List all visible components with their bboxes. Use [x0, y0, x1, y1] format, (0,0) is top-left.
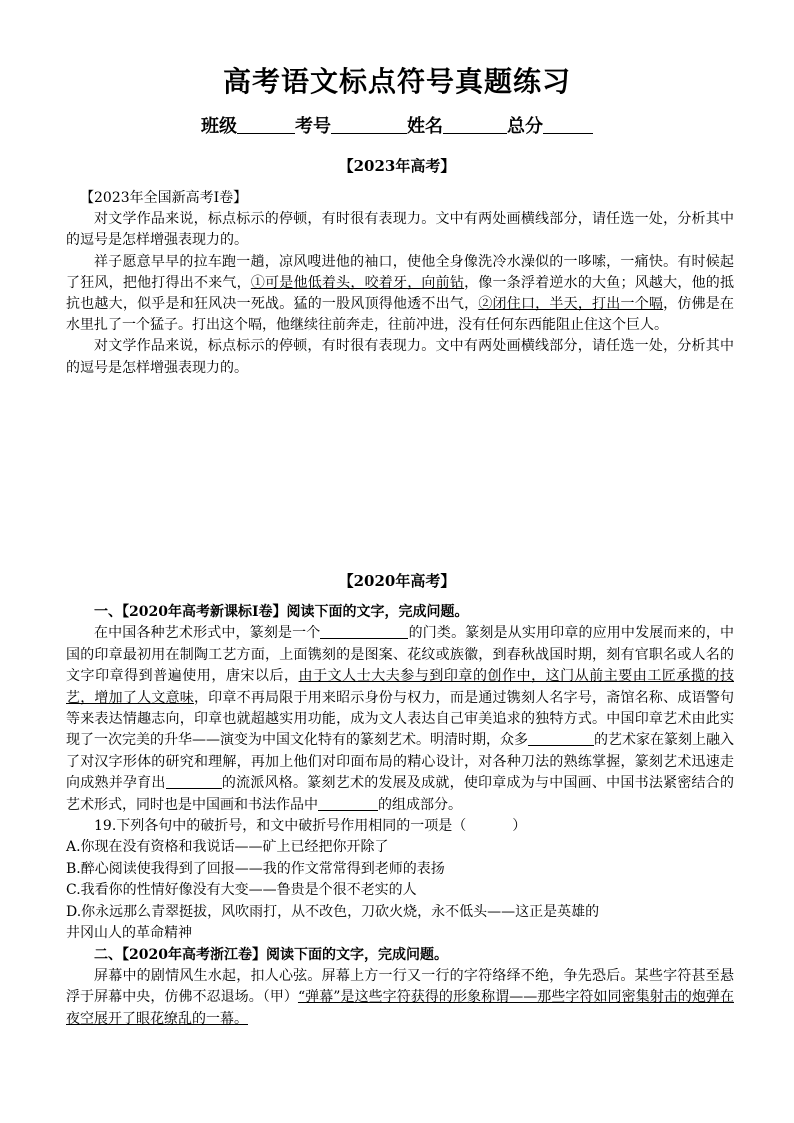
class-blank[interactable]: [237, 117, 295, 134]
underlined-part-2: ②闭住口，半天，打出一个嗝: [478, 296, 664, 313]
name-label: 姓名: [407, 116, 443, 137]
passage-2023: [66, 252, 734, 337]
class-label: 班级: [201, 116, 237, 137]
p1-part-a: 在中国各种艺术形式中，篆刻是一个: [94, 625, 321, 642]
question-2023: 对文学作品来说，标点标示的停顿，有时很有表现力。文中有两处画横线部分，请任选一处，分析其中的逗号是怎样增强表现力的。: [66, 211, 734, 249]
question-19: [66, 816, 734, 837]
source-2023: 【2023年全国新高考Ⅰ卷】: [80, 190, 248, 206]
q19-stem: 19.下列各句中的破折号，和文中破折号作用相同的一项是（: [94, 818, 467, 835]
page-title: 高考语文标点符号真题练习: [222, 65, 571, 98]
p1-part-f: 的组成部分。: [378, 796, 462, 813]
blank-2[interactable]: [528, 731, 594, 746]
option-a[interactable]: A.你现在没有资格和我说话——矿上已经把你开除了: [66, 839, 389, 856]
p1-part-e: 的流派风格。篆刻艺术的发展及成就，使印章成为与中国画、中国书法紧密结合的艺术形式，同时也是中国画和书法作品中: [66, 775, 735, 813]
section-heading-2023: 【2023年高考】: [338, 157, 456, 175]
blank-1[interactable]: [320, 624, 408, 639]
name-blank[interactable]: [443, 117, 507, 134]
p2-part-a: 屏幕中的剧情风生水起，扣人心弦。屏幕上方一行又一行的字符络绎不绝，争先恐后。某些字符甚至悬浮于屏幕中央，仿佛不忍退场。（甲）: [66, 967, 734, 1006]
option-b[interactable]: B.醉心阅读使我得到了回报——我的作文常常得到老师的表扬: [66, 860, 445, 877]
option-d-continued: 井冈山人的革命精神: [66, 925, 192, 942]
underlined-part-1: ①可是他低着头，咬着牙，向前钻: [250, 274, 465, 291]
p1-part-b: 的门类。篆刻是从实用印章的应用中发展而来的，中国的印章最初用在制陶工艺方面，上面镌刻的是图案、花纹或族徽，到春秋战国时期，刻有官职名或人名的文字印章得到普遍使用，唐宋以后，: [66, 625, 735, 685]
p1-part-c: ，印章不再局限于用来昭示身份与权力，而是通过镌刻人名字号，斋馆名称、成语警句等来表达情趣志向，印章也就超越实用功能，成为文人表达自己审美追求的独特方式。中国印章艺术由此实现了一次完美的升华——演变为中国文化特有的篆刻艺术。明清时期，众多: [66, 689, 735, 749]
p1-part-d: 的艺术家在篆刻上融入了对汉字形体的研究和理解，再加上他们对印面布局的精心设计，对各种刀法的熟练掌握，篆刻艺术迅速走向成熟并孕育出: [66, 732, 734, 792]
passage-part-b: ，像一条浮着逆水的大鱼；风越大，他的抵抗也越大，似乎是和狂风决一死战。猛的一股风顶得他透不出气，: [66, 274, 735, 313]
passage-part-a: 祥子愿意早早的拉车跑一趟，凉风嗖进他的袖口，使他全身像洗冷水澡似的一哆嗦，一痛快。有时候起了狂风，把他打得出不来气，: [66, 253, 734, 291]
section-heading-2020: 【2020年高考】: [338, 572, 456, 590]
p1-underlined: 由于文人士大夫参与到印章的创作中，这门从前主要由工匠承揽的技艺，增加了人文意味: [66, 668, 735, 706]
passage-2020-2: [66, 966, 734, 1030]
score-blank[interactable]: [543, 117, 593, 134]
q19-close: ）: [512, 818, 527, 835]
question-1-heading: 一、【2020年高考新课标Ⅰ卷】阅读下面的文字，完成问题。: [94, 604, 469, 620]
blank-3[interactable]: [166, 774, 222, 789]
exam-no-label: 考号: [295, 116, 331, 137]
blank-4[interactable]: [318, 796, 378, 811]
passage-2020-1: [66, 623, 734, 816]
question-2-heading: 二、【2020年高考浙江卷】阅读下面的文字，完成问题。: [94, 946, 448, 963]
option-c[interactable]: C.我看你的性情好像没有大变——鲁贵是个很不老实的人: [66, 882, 417, 899]
question-2023-repeat: 对文学作品来说，标点标示的停顿，有时很有表现力。文中有两处画横线部分，请任选一处，分析其中的逗号是怎样增强表现力的。: [66, 338, 734, 376]
exam-no-blank[interactable]: [331, 117, 407, 134]
student-info-line: [0, 112, 794, 138]
section-2023: [66, 188, 734, 379]
answer-slot[interactable]: [466, 818, 512, 832]
section-2020: [66, 602, 734, 1030]
option-d[interactable]: D.你永远那么青翠挺拔，风吹雨打，从不改色，刀砍火烧，永不低头——这正是英雄的: [66, 903, 600, 920]
p2-underlined: “弹幕”是这些字符获得的形象称谓——那些字符如同密集射击的炮弹在夜空展开了眼花缭乱的一幕。: [66, 989, 734, 1027]
score-label: 总分: [507, 116, 543, 137]
passage-part-c: ，仿佛是在水里扎了一个猛子。打出这个嗝，他继续往前奔走，往前冲进，没有任何东西能阻止住这个巨人。: [66, 296, 735, 334]
